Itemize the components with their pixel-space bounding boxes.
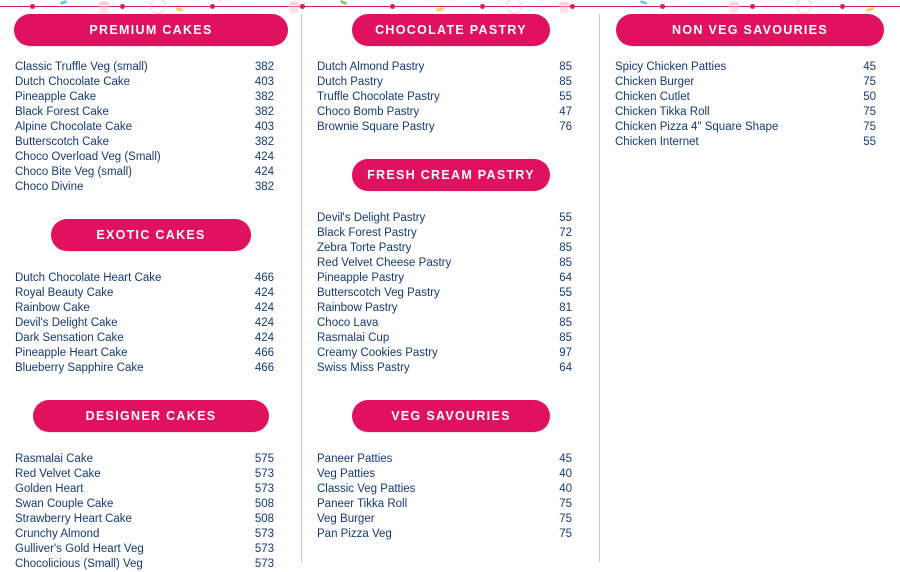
top-rule-line xyxy=(0,6,900,7)
confetti-icon xyxy=(176,7,184,12)
item-name: Butterscotch Veg Pastry xyxy=(317,287,440,299)
swirl-icon xyxy=(796,0,812,14)
menu-item xyxy=(317,331,586,346)
item-name: Veg Patties xyxy=(317,468,376,480)
item-name: Truffle Chocolate Pastry xyxy=(317,91,440,103)
item-name: Choco Lava xyxy=(317,317,379,329)
item-price: 45 xyxy=(559,453,572,465)
menu-item xyxy=(317,271,586,286)
item-name: Black Forest Cake xyxy=(15,106,109,118)
item-name: Royal Beauty Cake xyxy=(15,287,114,299)
item-name: Golden Heart xyxy=(15,483,84,495)
item-price: 55 xyxy=(559,212,572,224)
item-name: Chicken Burger xyxy=(615,76,695,88)
section-header-fresh-cream-pastry: FRESH CREAM PASTRY xyxy=(352,159,550,191)
menu-item xyxy=(317,527,586,542)
item-name: Choco Divine xyxy=(15,181,84,193)
item-name: Strawberry Heart Cake xyxy=(15,513,132,525)
menu-item xyxy=(15,557,288,572)
item-price: 75 xyxy=(863,106,876,118)
menu-item xyxy=(317,241,586,256)
menu-item xyxy=(317,120,586,135)
item-name: Creamy Cookies Pastry xyxy=(317,347,438,359)
item-price: 64 xyxy=(559,362,572,374)
item-name: Paneer Patties xyxy=(317,453,393,465)
item-price: 55 xyxy=(863,136,876,148)
menu-item xyxy=(15,482,288,497)
item-price: 85 xyxy=(559,317,572,329)
item-price: 75 xyxy=(559,528,572,540)
swirl-icon xyxy=(506,0,522,14)
section-header-premium-cakes: PREMIUM CAKES xyxy=(14,14,288,46)
section-exotic-cakes xyxy=(14,219,288,376)
item-price: 50 xyxy=(863,91,876,103)
item-price: 573 xyxy=(254,528,274,540)
menu-item xyxy=(15,527,288,542)
swirl-icon xyxy=(150,0,166,14)
item-price: 573 xyxy=(254,543,274,555)
item-name: Dutch Almond Pastry xyxy=(317,61,425,73)
menu-item xyxy=(15,346,288,361)
menu-item xyxy=(15,301,288,316)
item-name: Choco Bomb Pastry xyxy=(317,106,420,118)
item-price: 40 xyxy=(559,483,572,495)
item-price: 403 xyxy=(254,121,274,133)
item-price: 424 xyxy=(254,166,274,178)
column-divider xyxy=(599,14,600,562)
item-price: 575 xyxy=(254,453,274,465)
item-name: Pan Pizza Veg xyxy=(317,528,392,540)
item-list-designer-cakes xyxy=(14,452,288,572)
menu-item xyxy=(15,60,288,75)
spacer xyxy=(316,378,586,400)
border-dot-icon xyxy=(750,4,755,9)
cupcake-icon xyxy=(96,0,112,14)
section-fresh-cream-pastry xyxy=(316,159,586,376)
item-name: Butterscotch Cake xyxy=(15,136,109,148)
item-name: Dark Sensation Cake xyxy=(15,332,124,344)
section-header-veg-savouries: VEG SAVOURIES xyxy=(352,400,550,432)
menu-item xyxy=(15,497,288,512)
section-designer-cakes xyxy=(14,400,288,572)
item-list-non-veg-savouries xyxy=(614,60,886,150)
item-name: Crunchy Almond xyxy=(15,528,100,540)
item-price: 76 xyxy=(559,121,572,133)
spacer xyxy=(14,197,288,219)
item-name: Blueberry Sapphire Cake xyxy=(15,362,144,374)
menu-item xyxy=(317,256,586,271)
item-price: 64 xyxy=(559,272,572,284)
menu-item xyxy=(317,316,586,331)
menu-item xyxy=(317,105,586,120)
item-name: Zebra Torte Pastry xyxy=(317,242,412,254)
menu-item xyxy=(15,135,288,150)
item-name: Dutch Pastry xyxy=(317,76,383,88)
item-name: Swan Couple Cake xyxy=(15,498,114,510)
item-name: Classic Veg Patties xyxy=(317,483,416,495)
item-price: 81 xyxy=(559,302,572,314)
item-price: 85 xyxy=(559,332,572,344)
menu-item xyxy=(15,180,288,195)
item-price: 72 xyxy=(559,227,572,239)
section-premium-cakes xyxy=(14,14,288,195)
column-divider xyxy=(301,14,302,562)
menu-columns xyxy=(0,14,900,570)
item-price: 573 xyxy=(254,483,274,495)
item-price: 424 xyxy=(254,302,274,314)
menu-item xyxy=(15,105,288,120)
menu-item xyxy=(15,316,288,331)
menu-item xyxy=(317,361,586,376)
item-list-exotic-cakes xyxy=(14,271,288,376)
menu-item xyxy=(15,512,288,527)
item-price: 424 xyxy=(254,151,274,163)
menu-item xyxy=(615,120,886,135)
item-name: Rainbow Cake xyxy=(15,302,90,314)
item-price: 85 xyxy=(559,76,572,88)
item-name: Chicken Pizza 4" Square Shape xyxy=(615,121,779,133)
item-name: Paneer Tikka Roll xyxy=(317,498,408,510)
item-name: Spicy Chicken Patties xyxy=(615,61,727,73)
menu-item xyxy=(615,90,886,105)
menu-item xyxy=(317,301,586,316)
item-name: Pineapple Pastry xyxy=(317,272,404,284)
item-name: Choco Bite Veg (small) xyxy=(15,166,132,178)
item-price: 85 xyxy=(559,257,572,269)
item-name: Veg Burger xyxy=(317,513,375,525)
item-list-chocolate-pastry xyxy=(316,60,586,135)
item-price: 75 xyxy=(559,498,572,510)
menu-item xyxy=(317,467,586,482)
item-price: 40 xyxy=(559,468,572,480)
menu-item xyxy=(317,211,586,226)
item-name: Red Velvet Cake xyxy=(15,468,101,480)
item-list-premium-cakes xyxy=(14,60,288,195)
confetti-icon xyxy=(640,0,648,5)
item-name: Choco Overload Veg (Small) xyxy=(15,151,161,163)
item-name: Swiss Miss Pastry xyxy=(317,362,410,374)
section-header-exotic-cakes: EXOTIC CAKES xyxy=(51,219,251,251)
item-price: 45 xyxy=(863,61,876,73)
border-dot-icon xyxy=(390,4,395,9)
menu-item xyxy=(15,75,288,90)
menu-item xyxy=(15,271,288,286)
menu-item xyxy=(15,467,288,482)
item-name: Pineapple Cake xyxy=(15,91,97,103)
menu-item xyxy=(317,90,586,105)
item-name: Chicken Internet xyxy=(615,136,699,148)
item-name: Alpine Chocolate Cake xyxy=(15,121,132,133)
item-name: Gulliver's Gold Heart Veg xyxy=(15,543,144,555)
column-right xyxy=(600,14,900,564)
decorative-top-border xyxy=(0,0,900,14)
border-dot-icon xyxy=(210,4,215,9)
menu-item xyxy=(317,226,586,241)
item-price: 55 xyxy=(559,91,572,103)
item-price: 85 xyxy=(559,61,572,73)
item-price: 382 xyxy=(254,136,274,148)
confetti-icon xyxy=(436,7,444,12)
spacer xyxy=(14,378,288,400)
item-name: Brownie Square Pastry xyxy=(317,121,435,133)
item-price: 508 xyxy=(254,513,274,525)
item-price: 466 xyxy=(254,347,274,359)
menu-item xyxy=(615,135,886,150)
item-name: Classic Truffle Veg (small) xyxy=(15,61,148,73)
item-price: 382 xyxy=(254,106,274,118)
spacer xyxy=(316,137,586,159)
item-name: Rainbow Pastry xyxy=(317,302,398,314)
item-price: 424 xyxy=(254,287,274,299)
item-price: 85 xyxy=(559,242,572,254)
cupcake-icon xyxy=(726,0,742,14)
item-price: 424 xyxy=(254,317,274,329)
menu-item xyxy=(15,150,288,165)
item-price: 424 xyxy=(254,332,274,344)
item-price: 75 xyxy=(863,121,876,133)
item-name: Devil's Delight Pastry xyxy=(317,212,426,224)
item-list-veg-savouries xyxy=(316,452,586,542)
item-name: Rasmalai Cup xyxy=(317,332,390,344)
menu-item xyxy=(15,90,288,105)
item-price: 382 xyxy=(254,181,274,193)
section-header-non-veg-savouries: NON VEG SAVOURIES xyxy=(616,14,884,46)
cupcake-icon xyxy=(556,0,572,14)
cupcake-icon xyxy=(286,0,302,14)
confetti-icon xyxy=(866,7,875,12)
menu-item xyxy=(15,165,288,180)
item-name: Dutch Chocolate Cake xyxy=(15,76,131,88)
menu-item xyxy=(317,346,586,361)
item-price: 466 xyxy=(254,362,274,374)
item-name: Devil's Delight Cake xyxy=(15,317,118,329)
section-header-chocolate-pastry: CHOCOLATE PASTRY xyxy=(352,14,550,46)
menu-item xyxy=(15,286,288,301)
menu-item xyxy=(317,497,586,512)
item-list-fresh-cream-pastry xyxy=(316,211,586,376)
border-dot-icon xyxy=(30,4,35,9)
menu-item xyxy=(15,120,288,135)
menu-item xyxy=(615,75,886,90)
menu-item xyxy=(317,482,586,497)
section-veg-savouries xyxy=(316,400,586,542)
menu-item xyxy=(317,60,586,75)
item-name: Dutch Chocolate Heart Cake xyxy=(15,272,162,284)
item-name: Chicken Cutlet xyxy=(615,91,690,103)
column-middle xyxy=(302,14,600,564)
menu-item xyxy=(15,331,288,346)
item-name: Pineapple Heart Cake xyxy=(15,347,128,359)
menu-item xyxy=(317,512,586,527)
item-price: 508 xyxy=(254,498,274,510)
menu-item xyxy=(15,542,288,557)
menu-item xyxy=(317,286,586,301)
menu-item xyxy=(15,361,288,376)
item-name: Chocolicious (Small) Veg xyxy=(15,558,143,570)
item-price: 47 xyxy=(559,106,572,118)
item-price: 573 xyxy=(254,468,274,480)
border-dot-icon xyxy=(480,4,485,9)
section-non-veg-savouries xyxy=(614,14,886,150)
border-dot-icon xyxy=(840,4,845,9)
item-price: 75 xyxy=(863,76,876,88)
menu-item xyxy=(317,75,586,90)
border-dot-icon xyxy=(660,4,665,9)
section-chocolate-pastry xyxy=(316,14,586,135)
item-name: Red Velvet Cheese Pastry xyxy=(317,257,452,269)
menu-item xyxy=(15,452,288,467)
item-name: Chicken Tikka Roll xyxy=(615,106,710,118)
item-price: 573 xyxy=(254,558,274,570)
confetti-icon xyxy=(60,0,68,5)
item-name: Black Forest Pastry xyxy=(317,227,417,239)
item-price: 382 xyxy=(254,61,274,73)
item-price: 75 xyxy=(559,513,572,525)
section-header-designer-cakes: DESIGNER CAKES xyxy=(33,400,269,432)
item-price: 382 xyxy=(254,91,274,103)
border-dot-icon xyxy=(120,4,125,9)
column-left xyxy=(0,14,302,570)
menu-item xyxy=(317,452,586,467)
menu-item xyxy=(615,60,886,75)
item-price: 55 xyxy=(559,287,572,299)
item-price: 97 xyxy=(559,347,572,359)
menu-item xyxy=(615,105,886,120)
item-name: Rasmalai Cake xyxy=(15,453,93,465)
confetti-icon xyxy=(340,0,348,5)
item-price: 403 xyxy=(254,76,274,88)
item-price: 466 xyxy=(254,272,274,284)
